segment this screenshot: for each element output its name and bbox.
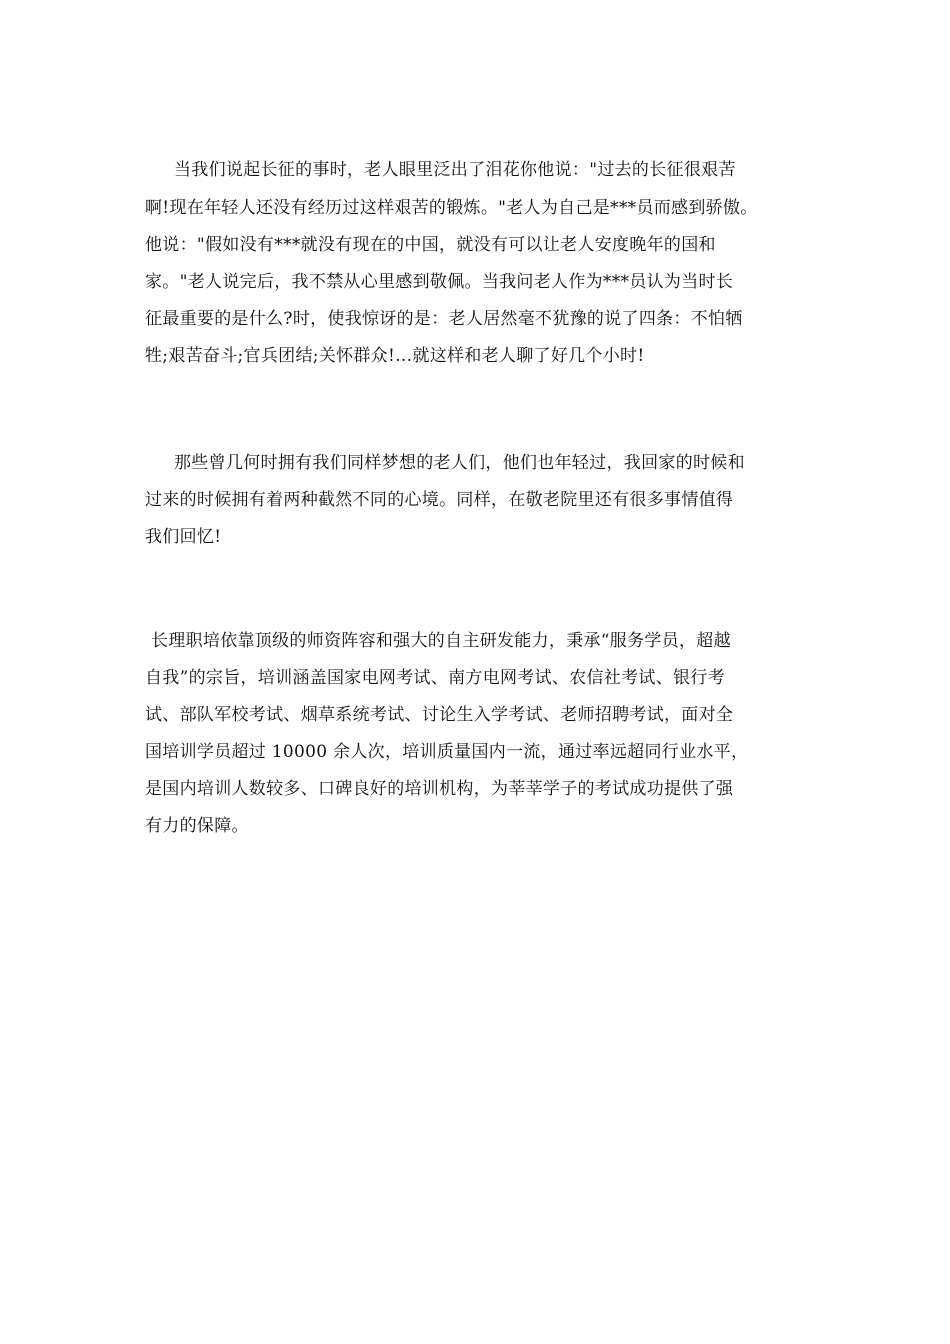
text-line: 自我”的宗旨，培训涵盖国家电网考试、南方电网考试、农信社考试、银行考 — [145, 668, 725, 688]
text-line: 国培训学员超过 10000 余人次，培训质量国内一流，通过率远超同行业水平， — [145, 742, 749, 762]
text-line: 征最重要的是什么?时，使我惊讶的是：老人居然毫不犹豫的说了四条：不怕牺 — [145, 309, 743, 329]
text-line: 长理职培依靠顶级的师资阵容和强大的自主研发能力，秉承“服务学员，超越 — [151, 631, 731, 651]
text-line: 牲;艰苦奋斗;官兵团结;关怀群众!…就这样和老人聊了好几个小时! — [145, 346, 645, 366]
text-line: 有力的保障。 — [145, 816, 249, 836]
text-line: 试、部队军校考试、烟草系统考试、讨论生入学考试、老师招聘考试，面对全 — [145, 705, 734, 725]
text-line: 是国内培训人数较多、口碑良好的培训机构，为莘莘学子的考试成功提供了强 — [145, 779, 734, 799]
text-line: 他说："假如没有***就没有现在的中国，就没有可以让老人安度晚年的国和 — [145, 235, 716, 255]
text-line: 家。"老人说完后，我不禁从心里感到敬佩。当我问老人作为***员认为当时长 — [145, 272, 734, 292]
text-line: 我们回忆! — [145, 527, 222, 547]
text-line: 那些曾几何时拥有我们同样梦想的老人们，他们也年轻过，我回家的时候和 — [174, 453, 745, 473]
text-line: 过来的时候拥有着两种截然不同的心境。同样，在敬老院里还有很多事情值得 — [145, 490, 734, 510]
text-line: 当我们说起长征的事时，老人眼里泛出了泪花你他说："过去的长征很艰苦 — [174, 160, 736, 180]
text-line: 啊!现在年轻人还没有经历过这样艰苦的锻炼。"老人为自己是***员而感到骄傲。 — [145, 198, 758, 218]
